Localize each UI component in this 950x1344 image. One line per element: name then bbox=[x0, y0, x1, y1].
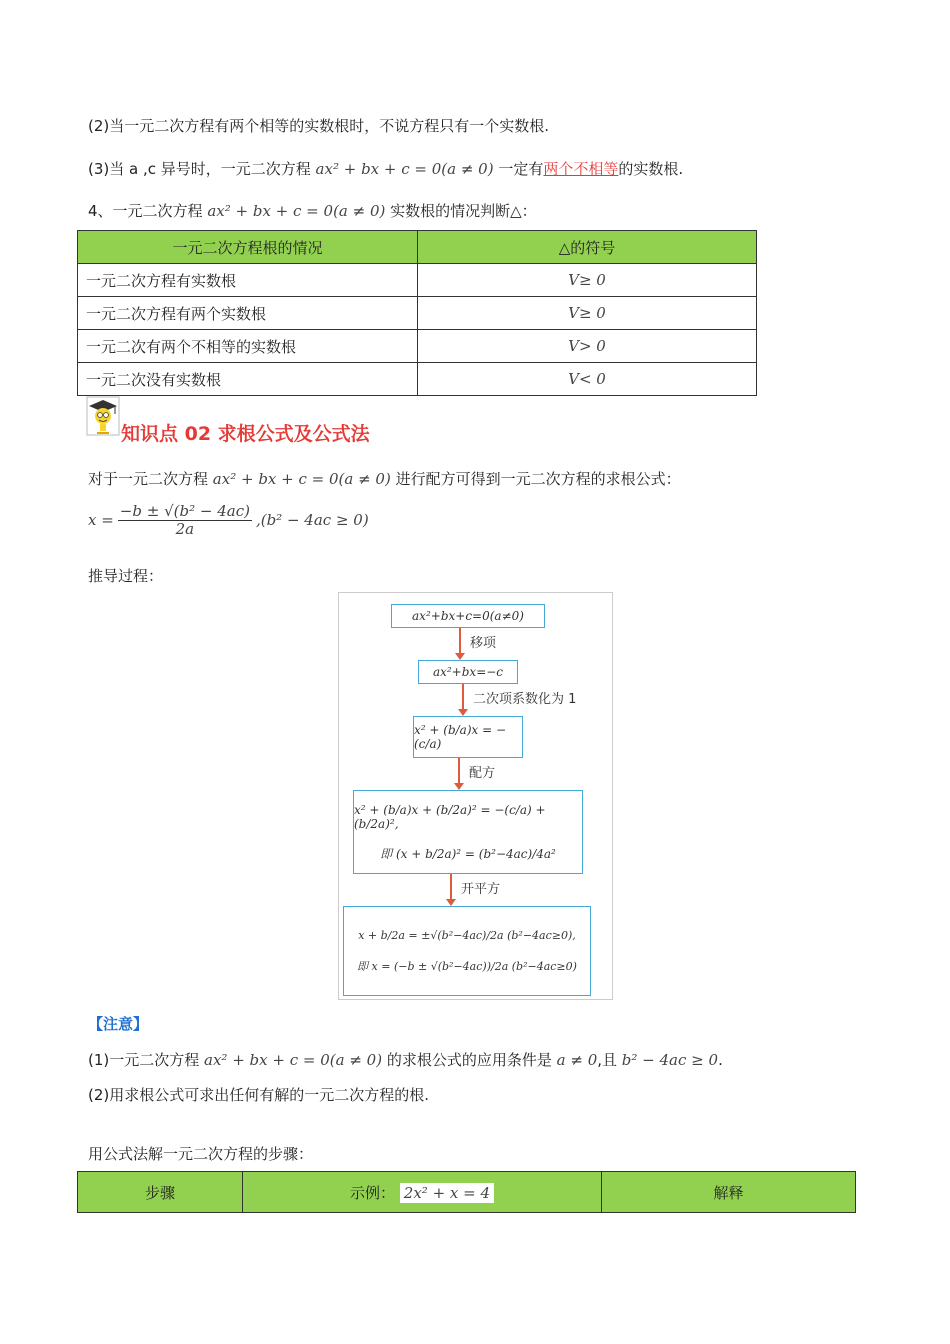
steps-title: 用公式法解一元二次方程的步骤： bbox=[88, 1145, 314, 1163]
table-row bbox=[78, 297, 757, 330]
flow-box-3: x² + (b/a)x = −(c/a) bbox=[413, 716, 523, 758]
root-numerator: −b ± √(b² − 4ac) bbox=[119, 502, 250, 520]
table-row bbox=[78, 264, 757, 297]
flow-step-1: 移项 bbox=[470, 636, 497, 651]
formula-intro-equation: ax² + bx + c = 0(a ≠ 0) bbox=[212, 470, 391, 488]
flow-arrow bbox=[450, 874, 452, 900]
table-header: △的符号 bbox=[418, 231, 757, 264]
table-cell: V> 0 bbox=[418, 330, 757, 363]
table-header: 解释 bbox=[602, 1172, 856, 1213]
note-3 bbox=[88, 158, 683, 179]
notice-1 bbox=[88, 1049, 723, 1070]
section-title: 知识点 02 求根公式及公式法 bbox=[121, 423, 370, 445]
note-3-highlight: 两个不相等 bbox=[543, 160, 619, 178]
example-label: 示例： bbox=[349, 1183, 395, 1202]
note-3-text: (3)当 a ,c 异号时，一元二次方程 bbox=[88, 160, 311, 178]
root-fraction bbox=[118, 503, 252, 537]
notice-label: 【注意】 bbox=[88, 1015, 149, 1033]
example-equation: 2x² + x = 4 bbox=[400, 1183, 494, 1203]
flow-arrow bbox=[458, 758, 460, 784]
root-lhs: x = bbox=[88, 511, 114, 529]
note-3-mid: 一定有 bbox=[498, 160, 544, 178]
notice-1-equation: ax² + bx + c = 0(a ≠ 0) bbox=[204, 1051, 383, 1069]
formula-intro bbox=[88, 468, 681, 489]
table-cell: 一元二次方程有两个实数根 bbox=[78, 297, 418, 330]
item-4-equation: ax² + bx + c = 0(a ≠ 0) bbox=[207, 202, 386, 220]
discriminant-table bbox=[77, 230, 757, 396]
table-cell: V≥ 0 bbox=[418, 297, 757, 330]
derive-label: 推导过程： bbox=[88, 567, 164, 585]
root-formula bbox=[88, 503, 369, 537]
note-3-end: 的实数根. bbox=[618, 160, 684, 178]
flow-box-5-line1: x + b/2a = ±√(b²−4ac)/2a (b²−4ac≥0), bbox=[358, 928, 576, 942]
flow-step-4: 开平方 bbox=[461, 882, 501, 897]
table-cell: 一元二次方程有实数根 bbox=[78, 264, 418, 297]
flow-arrow bbox=[462, 684, 464, 710]
flow-step-3: 配方 bbox=[469, 766, 496, 781]
table-header: 步骤 bbox=[78, 1172, 243, 1213]
table-row bbox=[78, 363, 757, 396]
formula-intro-end: 进行配方可得到一元二次方程的求根公式： bbox=[395, 470, 681, 488]
item-4 bbox=[88, 200, 537, 221]
flow-box-1: ax²+bx+c=0(a≠0) bbox=[391, 604, 545, 628]
table-header: 一元二次方程根的情况 bbox=[78, 231, 418, 264]
table-cell: V< 0 bbox=[418, 363, 757, 396]
item-4-text: 4、一元二次方程 bbox=[88, 202, 203, 220]
flow-box-2: ax²+bx=−c bbox=[418, 660, 518, 684]
item-4-end: 实数根的情况判断△： bbox=[390, 202, 537, 220]
notice-1-cond-disc: b² − 4ac ≥ 0 bbox=[621, 1051, 719, 1069]
flow-arrow bbox=[459, 628, 461, 654]
table-cell: 一元二次有两个不相等的实数根 bbox=[78, 330, 418, 363]
root-condition: ,(b² − 4ac ≥ 0) bbox=[255, 511, 369, 529]
flow-box-4-line1: x² + (b/a)x + (b/2a)² = −(c/a) + (b/2a)², bbox=[354, 802, 546, 831]
formula-intro-text: 对于一元二次方程 bbox=[88, 470, 209, 488]
table-row bbox=[78, 330, 757, 363]
note-2: (2)当一元二次方程有两个相等的实数根时，不说方程只有一个实数根. bbox=[88, 117, 550, 135]
root-denominator: 2a bbox=[175, 519, 195, 538]
note-3-equation: ax² + bx + c = 0(a ≠ 0) bbox=[315, 160, 494, 178]
steps-table bbox=[77, 1171, 856, 1213]
notice-2: (2)用求根公式可求出任何有解的一元二次方程的根. bbox=[88, 1086, 430, 1104]
notice-1-end: . bbox=[718, 1051, 723, 1069]
notice-1-text: (1)一元二次方程 bbox=[88, 1051, 200, 1069]
notice-1-mid: 的求根公式的应用条件是 bbox=[386, 1051, 552, 1069]
flow-box-5 bbox=[343, 906, 591, 996]
flow-box-5-line2: 即 x = (−b ± √(b²−4ac))/2a (b²−4ac≥0) bbox=[357, 959, 577, 973]
table-cell: V≥ 0 bbox=[418, 264, 757, 297]
notice-1-and: ,且 bbox=[597, 1051, 618, 1069]
table-cell: 一元二次没有实数根 bbox=[78, 363, 418, 396]
notice-1-cond-a: a ≠ 0 bbox=[556, 1051, 598, 1069]
table-header bbox=[243, 1172, 602, 1213]
flow-box-4 bbox=[353, 790, 583, 874]
scholar-icon bbox=[86, 396, 120, 436]
flow-box-4-line2: 即 (x + b/2a)² = (b²−4ac)/4a² bbox=[380, 846, 556, 861]
flow-step-2: 二次项系数化为 1 bbox=[473, 692, 577, 707]
